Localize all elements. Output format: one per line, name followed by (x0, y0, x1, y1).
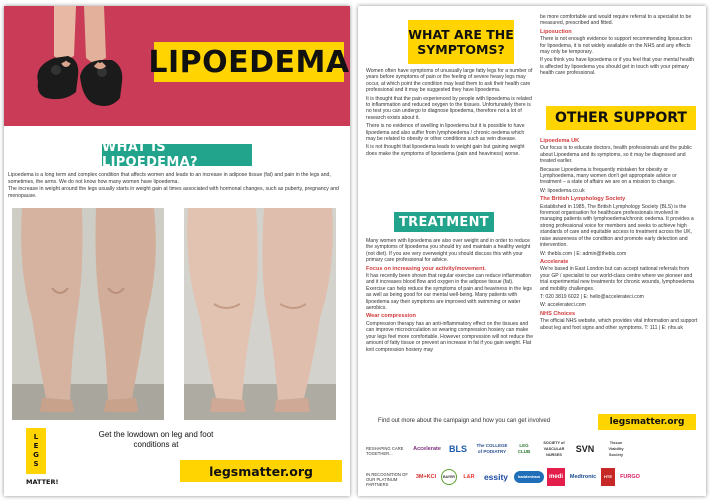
partner-logo: HTE (601, 468, 615, 486)
partner-logo: 3M+KCI (415, 474, 437, 480)
website-url[interactable]: legsmatter.org (609, 417, 685, 427)
partner-logo: Medtronic (569, 474, 597, 480)
right-page (358, 6, 706, 496)
partners-label: RESHAPING CARE TOGETHER... (366, 446, 404, 456)
compression-text: Compression therapy has an anti-inflammatory effect on the tissues and can improve microcirculation so wearing compression hosiery can make your legs feel more comfortable. However compression will not reduce the amount of fatty tissue or prevent an increase in fat if you gain weight. Flat knit compression hosiery may (366, 320, 534, 353)
other-support-heading-banner (546, 106, 696, 130)
symptoms-heading-line-2: SYMPTOMS? (417, 42, 505, 57)
org-contact[interactable]: W: thebls.com | E: admin@thebls.com (540, 250, 627, 257)
other-support-heading: OTHER SUPPORT (555, 110, 687, 126)
liposuction-heading: Liposuction (540, 28, 572, 35)
compression-heading: Wear compression (366, 313, 416, 320)
website-url[interactable]: legsmatter.org (209, 463, 313, 479)
compression-continued: be more comfortable and would require referral to a specialist to be measured, prescribed and fitted. (540, 14, 692, 27)
org-name: The British Lymphology Society (540, 196, 626, 203)
left-page (4, 6, 350, 496)
symptoms-heading-line-1: WHAT ARE THE (408, 27, 514, 42)
partner-logo: LEG CLUB (517, 443, 531, 454)
org-name: Lipoedema UK (540, 138, 580, 144)
symptoms-paragraph: Women often have symptoms of unusually large fatty legs for a number of years before symptoms of pain or the feeling of severe heavy legs may occur, at which point the condition may lead them to ask their health care professional and it may be suggested they have lipoedema. (366, 68, 533, 94)
other-support-column (540, 136, 698, 333)
legs-photo-front (12, 208, 164, 420)
liposuction-text: If you think you have lipoedema or if you feel that your mental health is affected by lipoedema you should get in touch with your primary health care professional. (540, 57, 695, 77)
partner-logos-row-2 (414, 468, 642, 486)
website-link[interactable] (598, 414, 696, 430)
page-title: LIPOEDEMA (148, 44, 350, 80)
partner-logo: L&R (463, 474, 475, 480)
partner-logo: FURGO (620, 474, 640, 480)
ballet-flats-photo (24, 6, 134, 122)
activity-text: It has recently been shown that regular exercise can reduce inflammation and it increases blood flow and oxygen in the adipose tissue (fat). Exercise can help reduce the symptoms of pain and heaviness in the legs as well as being good for our mental well-being. Many patients with lipoedema say their symptoms are improved with swimming or water aerobics. (366, 273, 532, 312)
lowdown-text: Get the lowdown on leg and foot conditions at (98, 430, 214, 449)
intro-paragraph-2: The increase in weight around the legs usually starts in weight gain at times associated with hormonal changes, such as puberty, pregnancy and menopause. (8, 186, 339, 199)
org-text: Our focus is to educate doctors, health professionals and the public about Lipoedema and its symptoms, so it may be diagnosed and treated earlier. (540, 145, 692, 165)
symptoms-paragraph: There is no evidence of swelling in lipoedema but it is possible to have lipoedema and also suffer from lymphoedema / chronic oedema which may be related to obesity or other conditions such as vein disease. (366, 123, 525, 143)
org-contact[interactable]: T: 020 3819 6022 | E: hello@accelerateci.com (540, 293, 644, 300)
treatment-heading: TREATMENT (399, 214, 489, 230)
what-is-heading-banner (102, 140, 252, 170)
what-is-heading: WHAT IS LIPOEDEMA? (102, 140, 198, 170)
logo-letter: G (33, 451, 39, 459)
org-name: NHS Choices (540, 310, 576, 317)
partners-label: IN RECOGNITION OF OUR PLATINUM PARTNERS (366, 472, 408, 487)
liposuction-column (540, 14, 698, 79)
find-out-text: Find out more about the campaign and how you can get involved (378, 418, 551, 424)
logo-word: MATTER! (26, 478, 59, 486)
symptoms-heading-banner (408, 20, 514, 64)
org-text: The official NHS website, which provides vital information and support about leg and foot signs and other symptoms. T: 111 | E: nhs.uk (540, 318, 698, 331)
activity-heading: Focus on increasing your activity/movement. (366, 265, 486, 272)
partner-logo: SVN (575, 444, 595, 454)
title-banner (148, 42, 350, 82)
org-text: We're based in East London but can accept national referrals from your GP / specialist to our world-class centre where we pioneer and trial experimental new treatments for chronic wounds, lymphoedema and mobility challenges. (540, 266, 695, 292)
liposuction-text: There is not enough evidence to support recommending liposuction for lipoedema, it is not widely available on the NHS and any effects may only be temporary. (540, 36, 692, 56)
website-link[interactable] (180, 460, 342, 482)
treatment-heading-banner (394, 212, 494, 232)
partner-logo: The COLLEGE of PODIATRY (476, 443, 508, 454)
org-name: Accelerate (540, 258, 569, 265)
left-footer (4, 422, 350, 496)
partner-logo: medi (547, 468, 565, 486)
treatment-intro: Many women with lipoedema are also over weight and in order to reduce the symptoms of lipoedema you should try and maintain a healthy weight (not diet). If you are very overweight you should discuss this with your primary care professional for advice. (366, 238, 531, 264)
symptoms-paragraph: It is not thought that lipoedema leads to weight gain but gaining weight does make the symptoms of lipoedema (pain and heaviness) worse. (366, 144, 525, 157)
logo-letter: S (33, 460, 39, 468)
partner-logo: SOCIETY of VASCULAR NURSES (543, 441, 565, 457)
intro-paragraph-1: Lipoedema is a long term and complex condition that affects women and leads to an increase in adipose tissue (fat) and pain in the legs and, sometimes, the arms. We do not know how many women have lipoedema. (8, 172, 331, 185)
logo-letter: L (33, 433, 39, 441)
org-text: Established in 1985, The British Lymphology Society (BLS) is the foremost organisation for healthcare professionals involved in managing patients with lymphoedema/chronic oedema. It provides a strong professional voice for members and seeks to achieve high standards of care and equitable access to treatment across the UK, raise awareness of the condition and promote early detection and intervention. (540, 203, 694, 249)
partner-logo: Accelerate (413, 446, 441, 452)
org-text: Because Lipoedema is frequently mistaken for obesity or Lymphoedema, many women don't get appropriate advice or treatment – a state of affairs we are on a mission to change. (540, 166, 677, 186)
org-contact[interactable]: W: accelerateci.com (540, 302, 586, 309)
logo-letter: E (33, 442, 39, 450)
partner-logo: Tissue Viability Society (608, 440, 624, 457)
partner-logos-row-1 (414, 440, 630, 458)
legs-matter-logo (26, 428, 59, 492)
symptoms-paragraph: It is thought that the pain experienced by people with lipoedema is related to inflammation and reduced oxygen to the tissues. Unfortunately there is no test you can undergo to diagnose lipoedema, therefore not a lot of research exists about it. (366, 95, 532, 121)
legs-photo-back (184, 208, 336, 420)
right-footer (358, 412, 706, 496)
partner-logo: essity (483, 472, 509, 482)
partner-logo: BLS (449, 444, 467, 454)
partner-logo: haddenham (514, 471, 544, 483)
hero-banner (4, 6, 350, 126)
partner-logo: BAYER (441, 469, 457, 485)
treatment-column (366, 238, 534, 355)
org-contact[interactable]: W: lipoedema.co.uk (540, 187, 585, 194)
intro-text (8, 172, 346, 200)
symptoms-column (366, 68, 534, 159)
